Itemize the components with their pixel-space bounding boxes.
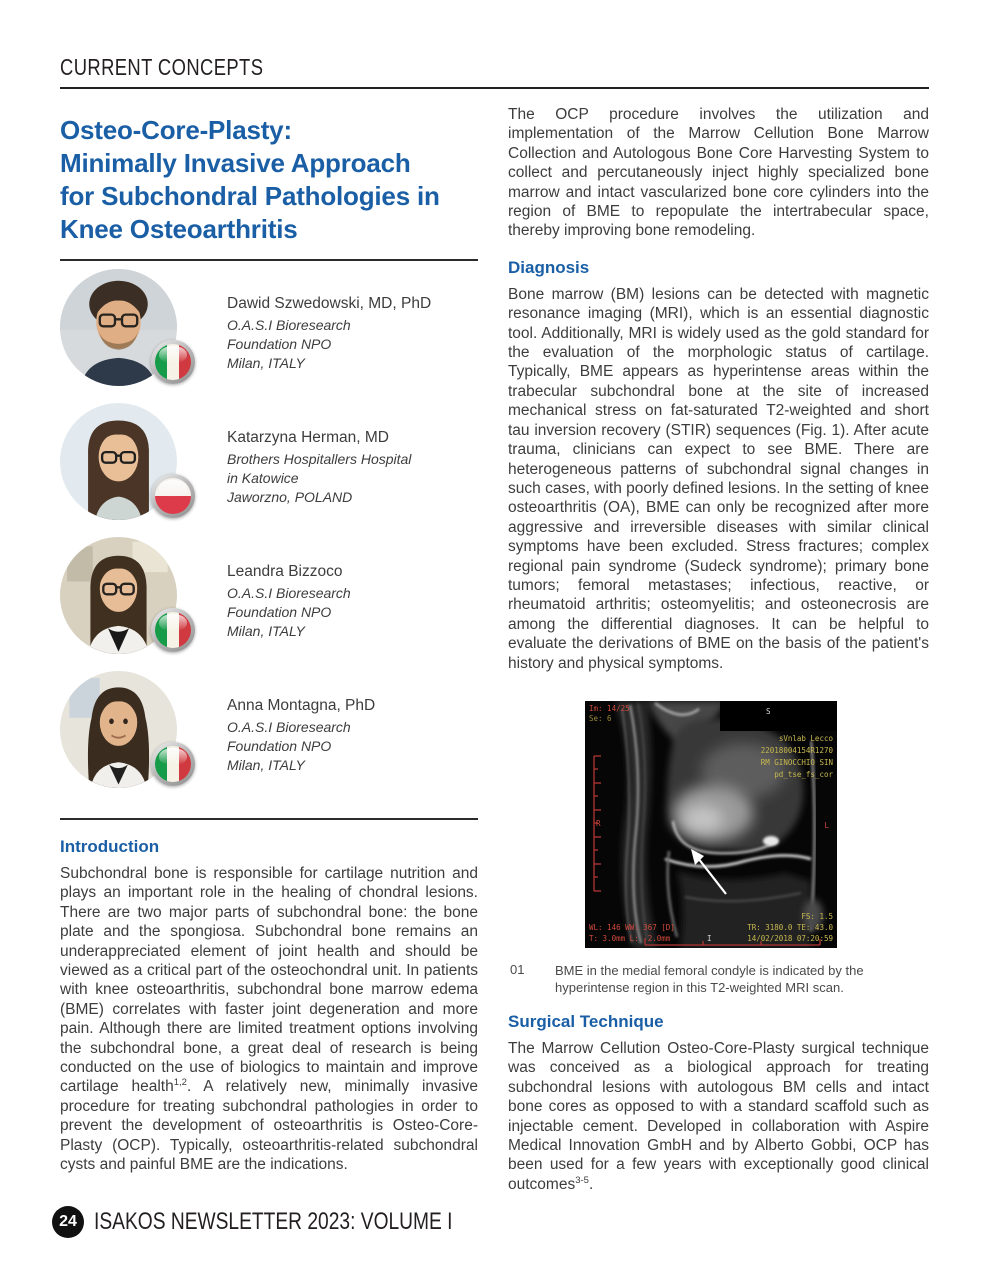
introduction-rule — [60, 818, 478, 820]
author-info — [227, 403, 411, 520]
mri-right-marker: R — [596, 818, 601, 828]
author-name: Anna Montagna, PhD — [227, 697, 376, 714]
author-affiliation: Foundation NPO — [227, 738, 332, 754]
figure-1 — [510, 701, 864, 997]
left-column — [60, 112, 478, 1175]
poland-flag-icon — [155, 478, 191, 514]
author-row — [60, 671, 478, 788]
title-line: for Subchondral Pathologies in — [60, 181, 440, 211]
mri-inferior-marker: I — [707, 933, 712, 943]
title-line: Knee Osteoarthritis — [60, 214, 298, 244]
header-rule — [60, 87, 929, 89]
flag-badge-italy — [151, 608, 195, 652]
italy-flag-icon — [155, 612, 191, 648]
mri-superior-marker: S — [766, 706, 771, 716]
article-title — [60, 114, 478, 246]
reference-superscript: 1,2 — [173, 1077, 187, 1089]
author-info — [227, 537, 351, 654]
author-row — [60, 537, 478, 654]
author-affiliation: in Katowice — [227, 470, 299, 486]
mri-tr-te: TR: 3180.0 TE: 43.0 — [747, 922, 833, 932]
author-row — [60, 403, 478, 520]
surgical-text: The Marrow Cellution Osteo-Core-Plasty surgical technique was conceived as a biological approach for treating subchondral lesions with autologous BM cells and intact bone cores as opposed to with a standard scaffold such as injectable cement. Developed in collaboration with Aspire Medical Innovation GmbH and by Alberto Gobbi, OCP has been used for a few years with exceptionally good clinical outcomes — [508, 1039, 929, 1193]
italy-flag-icon — [155, 746, 191, 782]
author-affiliation: Milan, ITALY — [227, 355, 305, 371]
author-photo-dawid — [60, 269, 177, 386]
author-info — [227, 269, 431, 386]
flag-badge-poland — [151, 474, 195, 518]
page-footer — [52, 1206, 542, 1238]
author-name: Katarzyna Herman, MD — [227, 429, 389, 446]
diagnosis-paragraph: Bone marrow (BM) lesions can be detected with magnetic resonance imaging (MRI), which is an essential diagnostic tool. Additionally, MRI is widely used as the gold standard for the evaluation of the morphologic status of cartilage. Typically, BME appears as hyperintense areas within the trabecular subchondral bone at the site of increased mechanical stress on fat-saturated T2-weighted and short tau inversion recovery (STIR) sequences (Fig. 1). After acute trauma, clinicians can expect to see BME. There are heterogeneous patterns of subchondral signal changes in such cases, with poorly defined lesions. In the setting of knee osteoarthritis (OA), BME can only be recognized after more aggressive and irreversible diseases with similar clinical symptoms have been excluded. Stress fractures; complex regional pain syndrome (Sudeck syndrome); primary bone tumors; femoral metastases; infectious, reactive, or rheumatoid arthritis; osteomyelitis; and osteonecrosis are among the differential diagnoses. It can be helpful to evaluate the derivations of BME on the basis of the patient's history and physical symptoms. — [508, 285, 929, 672]
title-line: Minimally Invasive Approach — [60, 148, 411, 178]
section-eyebrow: CURRENT CONCEPTS — [60, 54, 264, 80]
author-name: Leandra Bizzoco — [227, 563, 343, 580]
introduction-paragraph — [60, 864, 478, 1175]
introduction-text: Subchondral bone is responsible for cartilage nutrition and plays an important role in the healing of chondral lesions. There are two major parts of subchondral bone: the bone plate and the spongiosa. Subchondral bone remains an underappreciated element of joint health and should be viewed as a critical part of the osteochondral unit. In patients with knee osteoarthritis, subchondral bone marrow edema (BME) correlates with faster joint degeneration and more pain. Although there are limited treatment options involving the subchondral bone, a great deal of research is being conducted on the use of biologics to maintain and improve cartilage health — [60, 865, 478, 1096]
introduction-heading: Introduction — [60, 837, 160, 856]
mri-scan — [585, 701, 837, 948]
figure-caption-text: BME in the medial femoral condyle is indicated by the hyperintense region in this T2-weighted MRI scan. — [555, 962, 864, 996]
mri-clinic-line: 22018004154R1270 — [760, 745, 833, 755]
mri-fs-value: FS: 1.5 — [801, 911, 833, 921]
author-name: Dawid Szwedowski, MD, PhD — [227, 295, 432, 312]
author-list — [60, 269, 478, 788]
author-photo-leandra — [60, 537, 177, 654]
figure-caption — [510, 962, 900, 997]
diagnosis-heading: Diagnosis — [508, 257, 590, 277]
author-affiliation: Foundation NPO — [227, 336, 332, 352]
right-column — [508, 105, 929, 1194]
author-affiliation: Jaworzno, POLAND — [227, 489, 353, 505]
author-affiliation: O.A.S.I Bioresearch — [227, 317, 351, 333]
author-affiliation: Milan, ITALY — [227, 757, 305, 773]
author-photo-katarzyna — [60, 403, 177, 520]
reference-superscript: 3-5 — [575, 1174, 589, 1186]
mri-image-number: Im: 14/25 — [589, 703, 630, 713]
mri-clinic-info — [761, 733, 833, 781]
author-affiliation: Brothers Hospitallers Hospital — [227, 451, 412, 467]
italy-flag-icon — [155, 344, 191, 380]
author-affiliation: O.A.S.I Bioresearch — [227, 585, 351, 601]
author-affiliation: O.A.S.I Bioresearch — [227, 719, 351, 735]
mri-left-marker: L — [824, 820, 829, 830]
author-affiliation: Foundation NPO — [227, 604, 332, 620]
mri-clinic-line: pd_tse_fs_cor — [774, 769, 833, 779]
mri-clinic-line: RM GINOCCHIO SIN — [760, 757, 833, 767]
mri-datetime: 14/02/2018 07:20:59 — [747, 933, 833, 943]
mri-clinic-line: sVnlab Lecco — [778, 733, 833, 743]
flag-badge-italy — [151, 340, 195, 384]
page-number-badge: 24 — [52, 1206, 84, 1238]
author-info — [227, 671, 375, 788]
author-row — [60, 269, 478, 386]
title-rule — [60, 259, 478, 261]
mri-window-level: WL: 146 WW: 367 [D] — [589, 922, 675, 932]
surgical-technique-heading: Surgical Technique — [508, 1011, 664, 1031]
mri-series-number: Se: 6 — [589, 713, 612, 723]
introduction-text: . A relatively new, minimally invasive procedure for treating subchondral pathologies in order to prevent the development of osteoarthritis is Osteo-Core-Plasty (OCP). Typically, osteoarthritis-related subchondral cysts and painful BME are the indications. — [60, 1078, 478, 1174]
ocp-paragraph: The OCP procedure involves the utilization and implementation of the Marrow Cellution Bone Marrow Collection and Autologous Bone Core Harvesting System to collect and percutaneously inject highly specialized bone marrow and intact vascularized bone core cylinders into the region of BME to repopulate the intertrabecular space, thereby improving bone remodeling. — [508, 106, 929, 240]
surgical-text: . — [588, 1175, 594, 1193]
footer-text: ISAKOS NEWSLETTER 2023: VOLUME I — [94, 1208, 453, 1235]
mri-thickness: T: 3.0mm L: -2.0mm — [589, 933, 671, 943]
figure-number: 01 — [510, 961, 525, 977]
author-photo-anna — [60, 671, 177, 788]
author-affiliation: Milan, ITALY — [227, 623, 305, 639]
flag-badge-italy — [151, 742, 195, 786]
title-line: Osteo-Core-Plasty: — [60, 115, 292, 145]
surgical-technique-paragraph — [508, 1039, 929, 1194]
